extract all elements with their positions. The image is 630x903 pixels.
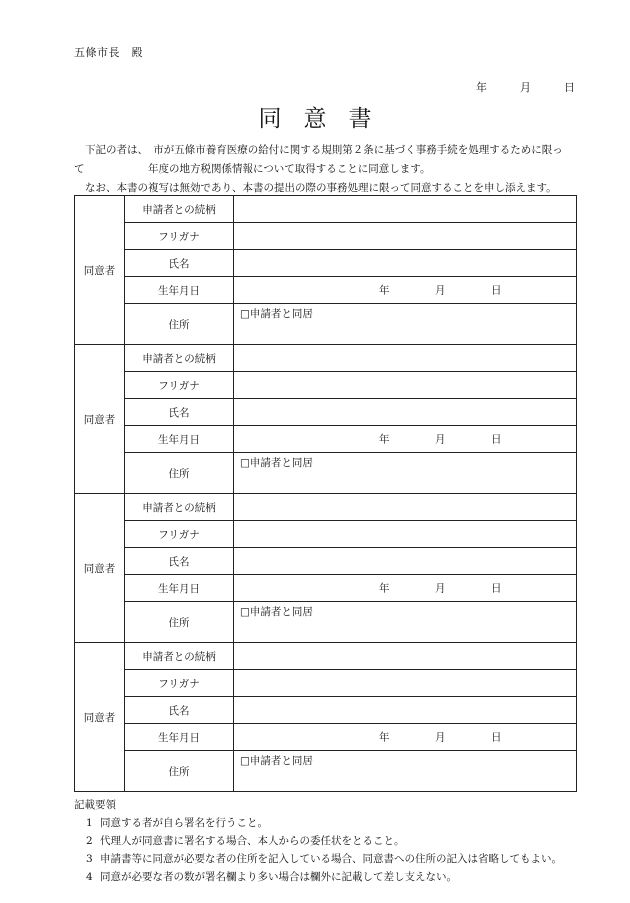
dob-input-cell[interactable] (234, 724, 577, 751)
address-input-cell[interactable] (234, 751, 577, 792)
cohabit-checkbox[interactable]: □申請者と同居 (240, 308, 313, 320)
form-row-relation (75, 643, 577, 670)
form-row-relation (75, 345, 577, 372)
intro-line-3: なお、本書の複写は無効であり、本書の提出の際の事務処理に限って同意することを申し添えます。 (85, 182, 557, 194)
page-title: 同意書 (258, 106, 394, 132)
form-row-name (75, 697, 577, 724)
form-row-furigana (75, 670, 577, 697)
note-item (74, 851, 562, 866)
note-number: 2 (86, 835, 93, 847)
furigana-input-cell[interactable] (234, 670, 577, 697)
field-label-dob: 生年月日 (125, 575, 234, 602)
field-label-furigana: フリガナ (125, 670, 234, 697)
form-row-dob (75, 724, 577, 751)
cohabit-checkbox[interactable]: □申請者と同居 (240, 457, 313, 469)
form-row-dob (75, 575, 577, 602)
consenter-group-label: 同意者 (75, 196, 125, 345)
field-label-furigana: フリガナ (125, 372, 234, 399)
dob-year-label: 年 (379, 582, 390, 595)
field-label-relation: 申請者との続柄 (125, 345, 234, 372)
address-input-cell[interactable] (234, 304, 577, 345)
form-row-address (75, 304, 577, 345)
field-label-dob: 生年月日 (125, 724, 234, 751)
form-row-furigana (75, 223, 577, 250)
dob-month-label: 月 (435, 433, 446, 446)
form-row-relation (75, 196, 577, 223)
field-label-address: 住所 (125, 453, 234, 494)
relation-input-cell[interactable] (234, 494, 577, 521)
furigana-input-cell[interactable] (234, 521, 577, 548)
note-number: 3 (86, 853, 93, 865)
field-label-address: 住所 (125, 751, 234, 792)
form-row-relation (75, 494, 577, 521)
field-label-address: 住所 (125, 602, 234, 643)
dob-input-cell[interactable] (234, 277, 577, 304)
note-text: 代理人が同意書に署名する場合、本人からの委任状をとること。 (100, 835, 405, 847)
address-input-cell[interactable] (234, 602, 577, 643)
field-label-furigana: フリガナ (125, 521, 234, 548)
field-label-name: 氏名 (125, 697, 234, 724)
consent-table (74, 195, 577, 792)
intro-line-2-start: て (74, 163, 85, 175)
form-row-furigana (75, 521, 577, 548)
dob-day-label: 日 (491, 284, 502, 297)
name-input-cell[interactable] (234, 250, 577, 277)
field-label-relation: 申請者との続柄 (125, 494, 234, 521)
notes-heading: 記載要領 (74, 799, 116, 811)
dob-year-label: 年 (379, 284, 390, 297)
field-label-dob: 生年月日 (125, 426, 234, 453)
note-text: 申請書等に同意が必要な者の住所を記入している場合、同意書への住所の記入は省略してもよい。 (100, 853, 562, 865)
field-label-relation: 申請者との続柄 (125, 196, 234, 223)
intro-line-1: 下記の者は、 市が五條市養育医療の給付に関する規則第２条に基づく事務手続を処理するために限っ (85, 144, 563, 156)
form-row-name (75, 399, 577, 426)
field-label-name: 氏名 (125, 250, 234, 277)
consenter-group-label: 同意者 (75, 494, 125, 643)
name-input-cell[interactable] (234, 697, 577, 724)
consenter-group-label: 同意者 (75, 345, 125, 494)
form-row-name (75, 548, 577, 575)
note-text: 同意が必要な者の数が署名欄より多い場合は欄外に記載して差し支えない。 (100, 871, 457, 883)
cohabit-checkbox[interactable]: □申請者と同居 (240, 755, 313, 767)
form-row-dob (75, 426, 577, 453)
consent-table-body (75, 196, 577, 792)
furigana-input-cell[interactable] (234, 223, 577, 250)
field-label-name: 氏名 (125, 399, 234, 426)
field-label-name: 氏名 (125, 548, 234, 575)
relation-input-cell[interactable] (234, 196, 577, 223)
relation-input-cell[interactable] (234, 345, 577, 372)
note-number: 4 (86, 871, 93, 883)
dob-input-cell[interactable] (234, 426, 577, 453)
date-year-label: 年 (476, 81, 487, 94)
field-label-relation: 申請者との続柄 (125, 643, 234, 670)
relation-input-cell[interactable] (234, 643, 577, 670)
addressee: 五條市長 殿 (74, 46, 143, 59)
name-input-cell[interactable] (234, 548, 577, 575)
note-item (74, 869, 562, 884)
date-day-label: 日 (564, 81, 575, 94)
note-text: 同意する者が自ら署名を行うこと。 (100, 817, 268, 829)
dob-day-label: 日 (491, 433, 502, 446)
note-number: 1 (86, 817, 93, 829)
dob-day-label: 日 (491, 731, 502, 744)
form-row-name (75, 250, 577, 277)
field-label-address: 住所 (125, 304, 234, 345)
intro-line-2-end: 年度の地方税関係情報について取得することに同意します。 (148, 163, 431, 175)
form-row-dob (75, 277, 577, 304)
notes-section (74, 797, 562, 884)
form-row-furigana (75, 372, 577, 399)
dob-day-label: 日 (491, 582, 502, 595)
consenter-group-label: 同意者 (75, 643, 125, 792)
dob-month-label: 月 (435, 731, 446, 744)
cohabit-checkbox[interactable]: □申請者と同居 (240, 606, 313, 618)
dob-month-label: 月 (435, 582, 446, 595)
dob-year-label: 年 (379, 731, 390, 744)
field-label-furigana: フリガナ (125, 223, 234, 250)
dob-month-label: 月 (435, 284, 446, 297)
form-row-address (75, 602, 577, 643)
furigana-input-cell[interactable] (234, 372, 577, 399)
field-label-dob: 生年月日 (125, 277, 234, 304)
name-input-cell[interactable] (234, 399, 577, 426)
note-item (74, 815, 562, 830)
date-month-label: 月 (520, 81, 531, 94)
address-input-cell[interactable] (234, 453, 577, 494)
form-row-address (75, 751, 577, 792)
form-row-address (75, 453, 577, 494)
dob-input-cell[interactable] (234, 575, 577, 602)
dob-year-label: 年 (379, 433, 390, 446)
note-item (74, 833, 562, 848)
